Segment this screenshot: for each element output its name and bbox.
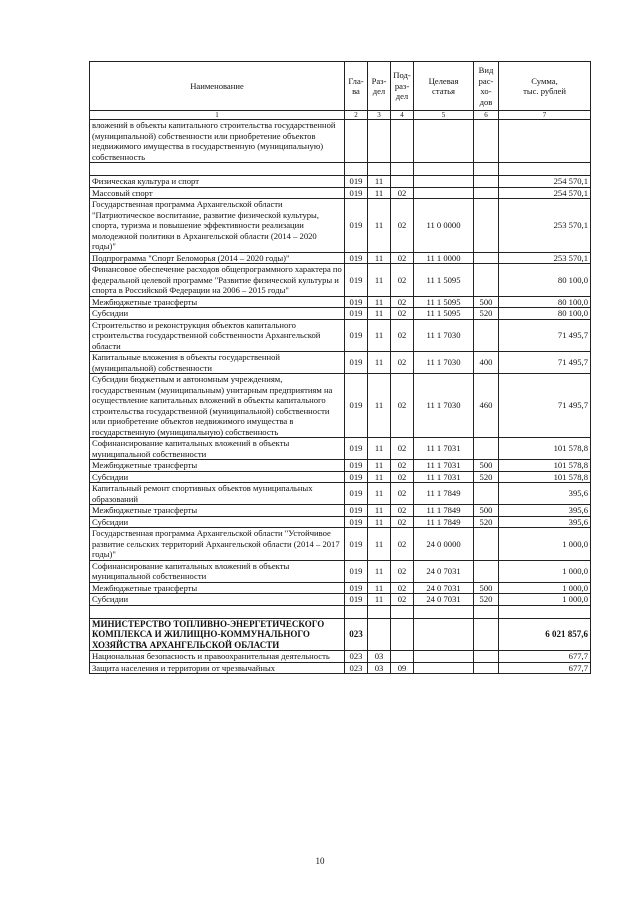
table-row: [90, 296, 591, 308]
row-glava: 019: [345, 460, 368, 472]
row-celevaya: 24 0 7031: [414, 594, 474, 606]
table-row: [90, 471, 591, 483]
row-name: Подпрограмма "Спорт Беломорья (2014 – 2020 годы)": [90, 252, 345, 264]
row-podrazdel: 02: [391, 187, 414, 199]
row-name: МИНИСТЕРСТВО ТОПЛИВНО-ЭНЕРГЕТИЧЕСКОГО КОМПЛЕКСА И ЖИЛИЩНО-КОММУНАЛЬНОГО ХОЗЯЙСТВА АРХАНГЕЛЬСКОЙ ОБЛАСТИ: [90, 618, 345, 651]
row-vid: 500: [474, 582, 499, 594]
row-vid: [474, 438, 499, 460]
table-row: [90, 662, 591, 674]
table-row: [90, 483, 591, 505]
row-name: Государственная программа Архангельской области "Патриотическое воспитание, развитие физической культуры, спорта, туризма и повышение эффективности реализации молодежной политики в Архангельской области (2014 – 2020 годы)": [90, 199, 345, 253]
row-razdel: 11: [368, 483, 391, 505]
row-celevaya: 11 1 7849: [414, 483, 474, 505]
row-summa: 80 100,0: [499, 296, 591, 308]
row-vid: [474, 176, 499, 188]
row-summa: 101 578,8: [499, 460, 591, 472]
row-vid: 520: [474, 594, 499, 606]
row-razdel: 11: [368, 264, 391, 297]
row-razdel: [368, 605, 391, 618]
table-row: [90, 163, 591, 176]
table-row: [90, 352, 591, 374]
row-name: Межбюджетные трансферты: [90, 505, 345, 517]
row-vid: [474, 651, 499, 663]
row-summa: 395,6: [499, 516, 591, 528]
row-glava: 019: [345, 505, 368, 517]
row-name: Национальная безопасность и правоохранительная деятельность: [90, 651, 345, 663]
table-row: [90, 582, 591, 594]
row-glava: 019: [345, 594, 368, 606]
row-podrazdel: 02: [391, 471, 414, 483]
row-glava: 019: [345, 471, 368, 483]
header-summa-text: Сумма, тыс. рублей: [523, 75, 566, 96]
row-celevaya: 11 1 5095: [414, 264, 474, 297]
table-row: [90, 594, 591, 606]
row-celevaya: [414, 605, 474, 618]
row-celevaya: 11 1 7849: [414, 516, 474, 528]
row-summa: 71 495,7: [499, 319, 591, 352]
row-glava: 019: [345, 319, 368, 352]
row-podrazdel: 02: [391, 352, 414, 374]
table-row: [90, 460, 591, 472]
row-razdel: 11: [368, 560, 391, 582]
row-celevaya: 11 1 7030: [414, 352, 474, 374]
row-razdel: 11: [368, 516, 391, 528]
row-vid: [474, 528, 499, 561]
budget-table: [89, 61, 591, 674]
row-celevaya: 24 0 0000: [414, 528, 474, 561]
row-name: Капитальный ремонт спортивных объектов муниципальных образований: [90, 483, 345, 505]
table-row: [90, 199, 591, 253]
row-razdel: 03: [368, 662, 391, 674]
row-vid: [474, 187, 499, 199]
row-name: Государственная программа Архангельской области "Устойчивое развитие сельских территорий Архангельской области (2014 – 2017 годы)": [90, 528, 345, 561]
table-row: [90, 505, 591, 517]
row-podrazdel: 02: [391, 505, 414, 517]
row-razdel: 11: [368, 176, 391, 188]
table-row: [90, 264, 591, 297]
row-vid: [474, 252, 499, 264]
row-vid: 460: [474, 374, 499, 438]
row-name: Субсидии: [90, 471, 345, 483]
table-row: [90, 187, 591, 199]
row-podrazdel: [391, 618, 414, 651]
row-vid: 500: [474, 460, 499, 472]
row-razdel: [368, 163, 391, 176]
row-glava: 019: [345, 374, 368, 438]
row-celevaya: [414, 187, 474, 199]
row-podrazdel: 02: [391, 582, 414, 594]
row-razdel: 11: [368, 252, 391, 264]
row-celevaya: [414, 651, 474, 663]
header-glava-text: Гла- ва: [348, 75, 364, 96]
row-podrazdel: 02: [391, 528, 414, 561]
row-summa: 1 000,0: [499, 528, 591, 561]
header-glava: [345, 62, 368, 111]
row-name: Защита населения и территории от чрезвычайных: [90, 662, 345, 674]
column-number: 4: [391, 111, 414, 120]
row-glava: 023: [345, 618, 368, 651]
row-name: вложений в объекты капитального строительства государственной (муниципальной) собственности или приобретение объектов недвижимого имущества в государственную (муниципальную) собственность: [90, 120, 345, 163]
row-glava: 019: [345, 296, 368, 308]
row-celevaya: [414, 662, 474, 674]
row-razdel: 11: [368, 199, 391, 253]
row-vid: 500: [474, 296, 499, 308]
row-name: Массовый спорт: [90, 187, 345, 199]
row-name: Финансовое обеспечение расходов общепрограммного характера по федеральной целевой программе "Развитие физической культуры и спорта в Российской Федерации на 2006 – 2015 годы": [90, 264, 345, 297]
table-row: [90, 618, 591, 651]
table-row: [90, 176, 591, 188]
row-summa: 254 570,1: [499, 187, 591, 199]
row-name: [90, 163, 345, 176]
row-razdel: 11: [368, 505, 391, 517]
row-name: Субсидии: [90, 594, 345, 606]
row-summa: 1 000,0: [499, 582, 591, 594]
row-podrazdel: 02: [391, 199, 414, 253]
row-summa: 71 495,7: [499, 352, 591, 374]
column-number: 5: [414, 111, 474, 120]
row-vid: [474, 605, 499, 618]
row-celevaya: [414, 618, 474, 651]
row-podrazdel: 02: [391, 252, 414, 264]
row-name: Софинансирование капитальных вложений в объекты муниципальной собственности: [90, 560, 345, 582]
row-podrazdel: 02: [391, 264, 414, 297]
row-glava: 019: [345, 516, 368, 528]
header-vid: [474, 62, 499, 111]
row-summa: 71 495,7: [499, 374, 591, 438]
row-glava: 019: [345, 560, 368, 582]
table-row: [90, 374, 591, 438]
row-glava: 019: [345, 352, 368, 374]
row-celevaya: 11 1 5095: [414, 296, 474, 308]
table-row: [90, 319, 591, 352]
row-celevaya: [414, 163, 474, 176]
row-vid: [474, 560, 499, 582]
row-glava: 023: [345, 651, 368, 663]
header-podrazdel-text: Под- раз- дел: [393, 70, 411, 102]
row-razdel: 11: [368, 471, 391, 483]
row-vid: [474, 120, 499, 163]
row-name: Субсидии: [90, 516, 345, 528]
table-row: [90, 605, 591, 618]
row-celevaya: 11 1 7849: [414, 505, 474, 517]
row-vid: [474, 483, 499, 505]
row-glava: 019: [345, 438, 368, 460]
row-glava: 019: [345, 176, 368, 188]
row-summa: 80 100,0: [499, 264, 591, 297]
table-row: [90, 120, 591, 163]
row-summa: 395,6: [499, 505, 591, 517]
row-podrazdel: 02: [391, 516, 414, 528]
column-number: 1: [90, 111, 345, 120]
row-podrazdel: 09: [391, 662, 414, 674]
row-celevaya: 11 1 7030: [414, 319, 474, 352]
row-summa: [499, 120, 591, 163]
row-glava: [345, 163, 368, 176]
row-glava: [345, 120, 368, 163]
row-glava: 019: [345, 528, 368, 561]
row-summa: 1 000,0: [499, 560, 591, 582]
row-name: Капитальные вложения в объекты государственной (муниципальной) собственности: [90, 352, 345, 374]
header-vid-text: Вид рас- хо- дов: [478, 65, 494, 107]
row-celevaya: 11 1 7030: [414, 374, 474, 438]
row-glava: 019: [345, 483, 368, 505]
row-podrazdel: [391, 120, 414, 163]
table-row: [90, 651, 591, 663]
row-name: Софинансирование капитальных вложений в объекты муниципальной собственности: [90, 438, 345, 460]
header-celevaya-text: Целевая статья: [428, 75, 459, 96]
row-vid: [474, 163, 499, 176]
row-vid: 520: [474, 471, 499, 483]
header-podrazdel: [391, 62, 414, 111]
row-razdel: 11: [368, 594, 391, 606]
column-number-row: [90, 111, 591, 120]
row-celevaya: 11 1 7031: [414, 438, 474, 460]
row-celevaya: 11 1 0000: [414, 252, 474, 264]
row-celevaya: 11 0 0000: [414, 199, 474, 253]
table-body: [90, 120, 591, 674]
row-summa: 677,7: [499, 662, 591, 674]
row-razdel: 03: [368, 651, 391, 663]
row-name: Межбюджетные трансферты: [90, 296, 345, 308]
row-summa: 254 570,1: [499, 176, 591, 188]
row-podrazdel: [391, 605, 414, 618]
row-razdel: 11: [368, 528, 391, 561]
row-podrazdel: 02: [391, 483, 414, 505]
page-number: 10: [315, 856, 325, 866]
row-glava: 023: [345, 662, 368, 674]
row-name: Строительство и реконструкция объектов капитального строительства государственной собственности Архангельской области: [90, 319, 345, 352]
row-razdel: 11: [368, 460, 391, 472]
column-number: 7: [499, 111, 591, 120]
row-summa: 101 578,8: [499, 438, 591, 460]
row-vid: 520: [474, 308, 499, 320]
row-name: Межбюджетные трансферты: [90, 582, 345, 594]
row-name: [90, 605, 345, 618]
row-podrazdel: 02: [391, 438, 414, 460]
row-glava: 019: [345, 252, 368, 264]
row-celevaya: 11 1 7031: [414, 460, 474, 472]
row-razdel: [368, 618, 391, 651]
row-celevaya: [414, 120, 474, 163]
row-podrazdel: [391, 176, 414, 188]
row-glava: 019: [345, 199, 368, 253]
row-summa: 80 100,0: [499, 308, 591, 320]
row-summa: 253 570,1: [499, 252, 591, 264]
row-razdel: 11: [368, 319, 391, 352]
table-row: [90, 516, 591, 528]
row-podrazdel: 02: [391, 594, 414, 606]
row-vid: 520: [474, 516, 499, 528]
row-razdel: 11: [368, 438, 391, 460]
row-glava: [345, 605, 368, 618]
row-podrazdel: [391, 163, 414, 176]
row-name: Межбюджетные трансферты: [90, 460, 345, 472]
row-celevaya: 11 1 5095: [414, 308, 474, 320]
table-row: [90, 438, 591, 460]
row-razdel: [368, 120, 391, 163]
header-row: [90, 62, 591, 111]
row-vid: [474, 662, 499, 674]
row-name: Субсидии: [90, 308, 345, 320]
row-summa: 1 000,0: [499, 594, 591, 606]
row-podrazdel: 02: [391, 560, 414, 582]
row-podrazdel: 02: [391, 460, 414, 472]
row-podrazdel: 02: [391, 296, 414, 308]
row-vid: 400: [474, 352, 499, 374]
row-glava: 019: [345, 308, 368, 320]
row-razdel: 11: [368, 308, 391, 320]
column-number: 6: [474, 111, 499, 120]
row-razdel: 11: [368, 296, 391, 308]
row-glava: 019: [345, 187, 368, 199]
row-vid: [474, 199, 499, 253]
table-row: [90, 308, 591, 320]
row-razdel: 11: [368, 352, 391, 374]
row-summa: 677,7: [499, 651, 591, 663]
row-name: Субсидии бюджетным и автономным учреждениям, государственным (муниципальным) унитарным предприятиям на осуществление капитальных вложений в объекты капитального строительства государственной (муниципальной) собственности или приобретение объектов недвижимого имущества в государственную (муниципальную) собственность: [90, 374, 345, 438]
row-podrazdel: [391, 651, 414, 663]
row-summa: 395,6: [499, 483, 591, 505]
header-razdel: [368, 62, 391, 111]
table-row: [90, 252, 591, 264]
header-celevaya: [414, 62, 474, 111]
row-podrazdel: 02: [391, 308, 414, 320]
row-summa: 6 021 857,6: [499, 618, 591, 651]
header-razdel-text: Раз- дел: [371, 75, 387, 96]
row-glava: 019: [345, 264, 368, 297]
row-celevaya: 24 0 7031: [414, 560, 474, 582]
row-razdel: 11: [368, 374, 391, 438]
column-number: 3: [368, 111, 391, 120]
header-name: Наименование: [90, 62, 345, 111]
row-celevaya: [414, 176, 474, 188]
row-celevaya: 24 0 7031: [414, 582, 474, 594]
row-celevaya: 11 1 7031: [414, 471, 474, 483]
header-summa: [499, 62, 591, 111]
row-vid: [474, 618, 499, 651]
row-podrazdel: 02: [391, 374, 414, 438]
row-summa: [499, 605, 591, 618]
row-summa: 253 570,1: [499, 199, 591, 253]
row-glava: 019: [345, 582, 368, 594]
row-summa: 101 578,8: [499, 471, 591, 483]
row-vid: [474, 264, 499, 297]
row-razdel: 11: [368, 582, 391, 594]
row-name: Физическая культура и спорт: [90, 176, 345, 188]
table-row: [90, 560, 591, 582]
row-vid: 500: [474, 505, 499, 517]
row-vid: [474, 319, 499, 352]
row-summa: [499, 163, 591, 176]
row-podrazdel: 02: [391, 319, 414, 352]
table-row: [90, 528, 591, 561]
column-number: 2: [345, 111, 368, 120]
row-razdel: 11: [368, 187, 391, 199]
